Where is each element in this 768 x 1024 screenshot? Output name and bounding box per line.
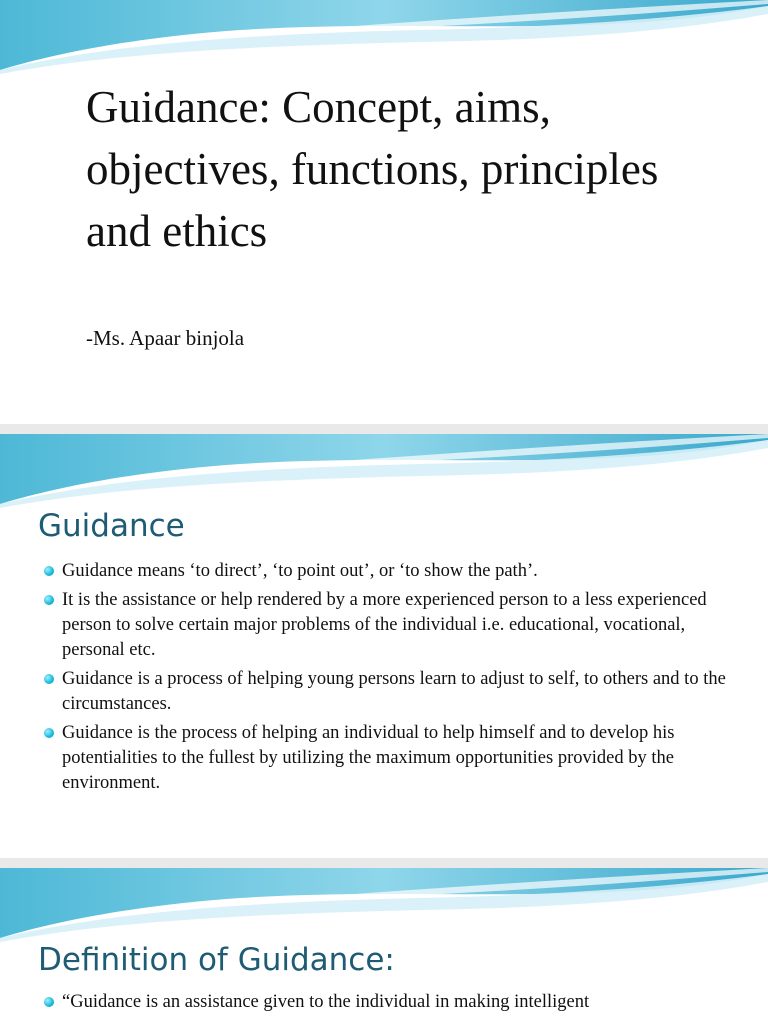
list-item	[42, 721, 742, 796]
bullet-icon	[44, 997, 54, 1007]
slide-heading: Definition of Guidance:	[38, 942, 395, 978]
bullet-icon	[44, 566, 54, 576]
author-name: -Ms. Apaar binjola	[86, 326, 245, 350]
bullet-icon	[44, 674, 54, 684]
bullet-icon	[44, 728, 54, 738]
bullet-icon	[44, 595, 54, 605]
definition-slide	[0, 868, 768, 1024]
header-wave-decoration	[0, 434, 768, 514]
list-item	[42, 667, 742, 717]
list-item	[42, 588, 742, 663]
presentation-title: Guidance: Concept, aims, objectives, functions, principles and ethics	[86, 82, 659, 256]
slide-separator	[0, 424, 768, 434]
guidance-slide	[0, 434, 768, 858]
list-item-text: Guidance is the process of helping an individual to help himself and to develop his potentialities to the fullest by utilizing the maximum opportunities provided by the environment.	[62, 723, 675, 793]
bullet-list	[42, 990, 742, 1019]
list-item	[42, 990, 742, 1015]
bullet-list	[42, 559, 742, 800]
list-item-text: Guidance means ‘to direct’, ‘to point out’, or ‘to show the path’.	[62, 561, 538, 581]
list-item-text: Guidance is a process of helping young persons learn to adjust to self, to others and to the circumstances.	[62, 669, 726, 714]
list-item	[42, 559, 742, 584]
header-wave-decoration	[0, 868, 768, 948]
slide-separator	[0, 858, 768, 868]
list-item-text: It is the assistance or help rendered by a more experienced person to a less experienced person to solve certain major problems of the individual i.e. educational, vocational, personal etc.	[62, 590, 707, 660]
header-wave-decoration	[0, 0, 768, 80]
title-slide	[0, 0, 768, 424]
slide-heading: Guidance	[38, 508, 185, 544]
list-item-text: “Guidance is an assistance given to the individual in making intelligent	[62, 992, 590, 1012]
